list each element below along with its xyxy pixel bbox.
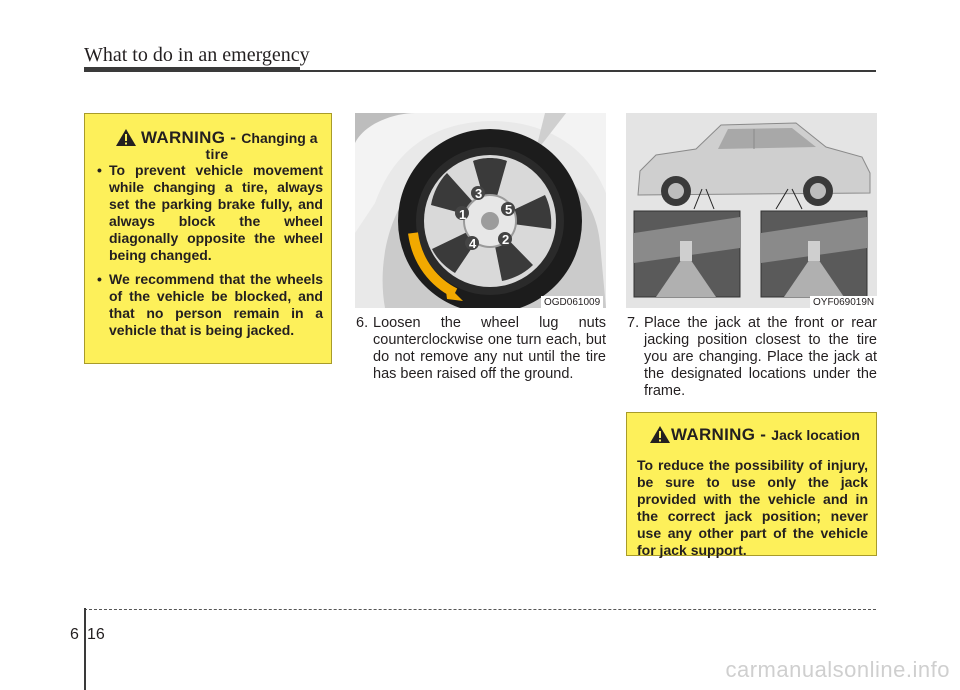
wheel-illustration <box>355 113 606 308</box>
warning-subject-line1: Changing a <box>241 130 318 146</box>
step-text: Loosen the wheel lug nuts counterclockwise one turn each, but do not remove any nut until the tire has been raised off the ground. <box>373 315 606 382</box>
header-rule <box>84 70 876 72</box>
warning-label: WARNING - <box>671 425 767 444</box>
photo-code: OGD061009 <box>541 296 603 308</box>
jack-illustration <box>626 113 877 308</box>
lug-number-5: 5 <box>505 202 513 217</box>
warning-label: WARNING - <box>141 128 237 147</box>
warning-box-jack-location <box>626 412 877 556</box>
wheel-lug-nut-photo <box>355 113 606 308</box>
lug-number-2: 2 <box>502 232 510 247</box>
warning-box-changing-tire <box>84 113 332 364</box>
instruction-step-6 <box>356 315 606 383</box>
running-header: What to do in an emergency <box>84 44 310 66</box>
lug-number-3: 3 <box>475 186 483 201</box>
page-number: 16 <box>87 626 105 643</box>
warning-triangle-icon <box>649 425 671 444</box>
instruction-step-7 <box>627 315 877 400</box>
jack-position-photo <box>626 113 877 308</box>
warning-bullet-list <box>109 162 323 339</box>
watermark: carmanualsonline.info <box>725 657 950 682</box>
footer-rule <box>84 609 876 610</box>
warning-heading <box>109 128 323 162</box>
lug-number-4: 4 <box>469 236 477 251</box>
warning-heading <box>637 425 868 447</box>
warning-bullet: • We recommend that the wheels of the vehicle be blocked, and that no person remain in a vehicle that is being jacked. <box>109 271 323 339</box>
warning-subject-line2: tire <box>205 146 229 162</box>
warning-triangle-icon <box>115 128 137 147</box>
chapter-number: 6 <box>70 626 79 643</box>
footer-divider <box>84 608 86 690</box>
step-text: Place the jack at the front or rear jacking position closest to the tire you are changing. Place the jack at the designated locations under the frame. <box>644 315 877 399</box>
photo-code: OYF069019N <box>810 296 877 308</box>
warning-text: To reduce the possibility of injury, be sure to use only the jack provided with the vehicle and in the correct jack position; never use any other part of the vehicle for jack support. <box>637 457 868 558</box>
step-number: 7. <box>627 315 640 331</box>
warning-subject: Jack location <box>771 427 860 443</box>
step-number: 6. <box>356 315 369 331</box>
warning-bullet: • To prevent vehicle movement while changing a tire, always set the parking brake fully, and always block the wheel diagonally opposite the wheel being changed. <box>109 162 323 264</box>
lug-number-1: 1 <box>459 207 467 222</box>
